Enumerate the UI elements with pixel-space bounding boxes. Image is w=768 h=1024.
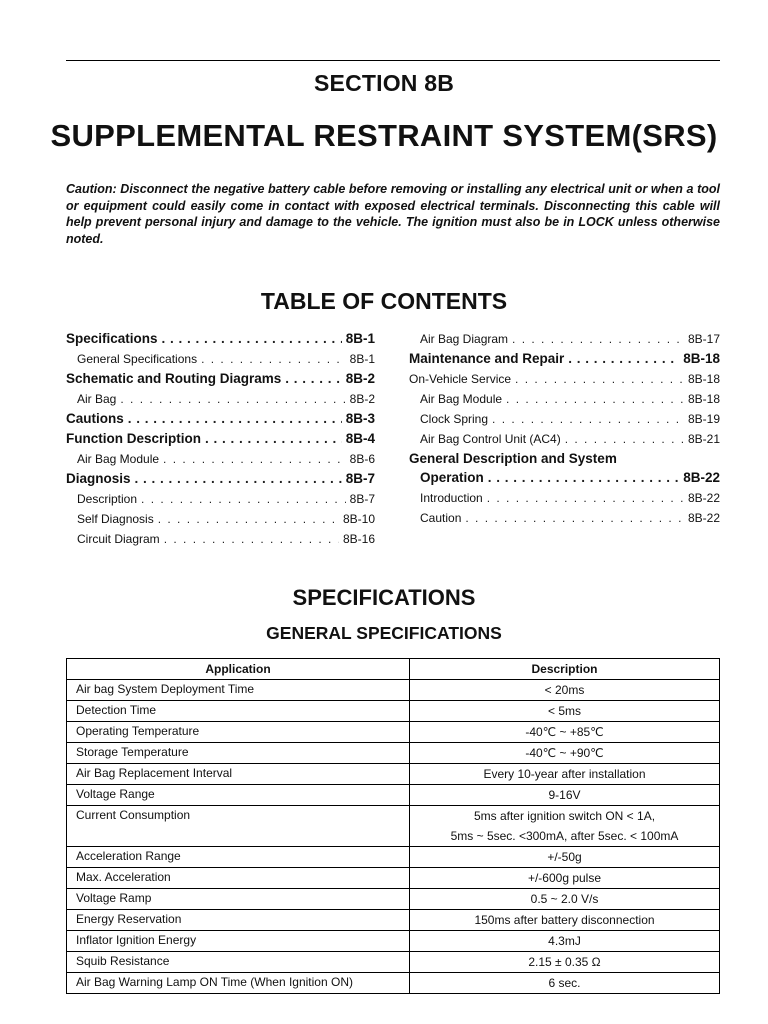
toc-entry[interactable]: Air Bag Module . . . 8B-6 xyxy=(66,449,375,469)
description-line: 5ms ~ 5sec. <300mA, after 5sec. < 100mA xyxy=(450,829,679,843)
description-line: +/-50g xyxy=(547,850,582,864)
section-label: SECTION 8B xyxy=(313,70,455,96)
application-cell: Energy Reservation xyxy=(67,910,410,931)
application-cell: Operating Temperature xyxy=(67,722,410,743)
table-row xyxy=(67,806,720,847)
toc-entry[interactable]: Circuit Diagram . . . 8B-16 xyxy=(66,529,375,549)
toc-entry[interactable]: On-Vehicle Service . . . 8B-18 xyxy=(409,369,720,389)
toc-entry[interactable]: Schematic and Routing Diagrams . . . 8B-2 xyxy=(66,369,375,389)
table-body xyxy=(67,680,720,994)
description-cell xyxy=(410,973,720,994)
toc-entry[interactable]: Air Bag . . . 8B-2 xyxy=(66,389,375,409)
application-cell: Storage Temperature xyxy=(67,743,410,764)
application-cell: Air Bag Replacement Interval xyxy=(67,764,410,785)
table-row xyxy=(67,680,720,701)
table-row xyxy=(67,973,720,994)
toc-entry-heading[interactable]: General Description and System xyxy=(409,451,617,466)
description-cell xyxy=(410,931,720,952)
description-cell xyxy=(410,701,720,722)
toc-entry[interactable]: Air Bag Module . . . 8B-18 xyxy=(409,389,720,409)
toc-entry[interactable]: Operation . . . 8B-22 xyxy=(409,468,720,488)
toc-entry[interactable]: Cautions . . . 8B-3 xyxy=(66,409,375,429)
description-cell xyxy=(410,764,720,785)
top-rule xyxy=(66,60,720,61)
toc-left-column xyxy=(66,329,375,549)
table-row xyxy=(67,785,720,806)
table-row xyxy=(67,722,720,743)
application-cell: Air bag System Deployment Time xyxy=(67,680,410,701)
description-line: Every 10-year after installation xyxy=(483,767,646,781)
toc-entry[interactable]: General Specifications . . . 8B-1 xyxy=(66,349,375,369)
table-header-row xyxy=(67,659,720,680)
table-row xyxy=(67,743,720,764)
description-cell xyxy=(410,785,720,806)
toc-entry[interactable]: Air Bag Control Unit (AC4) . . . 8B-21 xyxy=(409,429,720,449)
description-cell xyxy=(410,910,720,931)
application-cell: Current Consumption xyxy=(67,806,410,847)
specifications-heading: SPECIFICATIONS xyxy=(292,585,476,610)
description-line: 2.15 ± 0.35 Ω xyxy=(528,955,601,969)
table-row xyxy=(67,764,720,785)
description-cell xyxy=(410,743,720,764)
table-row xyxy=(67,868,720,889)
description-cell xyxy=(410,722,720,743)
description-line: 5ms after ignition switch ON < 1A, xyxy=(473,809,656,823)
toc-entry[interactable]: Clock Spring . . . 8B-19 xyxy=(409,409,720,429)
toc-entry[interactable]: Function Description . . . 8B-4 xyxy=(66,429,375,449)
toc-entry[interactable]: Specifications . . . 8B-1 xyxy=(66,329,375,349)
application-cell: Voltage Ramp xyxy=(67,889,410,910)
toc-entry[interactable]: Self Diagnosis . . . 8B-10 xyxy=(66,509,375,529)
description-line: -40℃ ~ +90℃ xyxy=(525,746,604,760)
description-cell xyxy=(410,680,720,701)
caution-note: Caution: Disconnect the negative battery cable before removing or installing any electrical unit or when a tool or equipment could easily come in contact with exposed electrical terminals. Disconnecting this cable will help prevent personal injury and damage to the vehicle. The ignition must also be in LOCK unless otherwise noted. xyxy=(66,182,720,246)
description-cell xyxy=(410,952,720,973)
application-cell: Max. Acceleration xyxy=(67,868,410,889)
application-cell: Squib Resistance xyxy=(67,952,410,973)
general-specifications-heading: GENERAL SPECIFICATIONS xyxy=(266,623,502,643)
toc-entry[interactable]: Diagnosis . . . 8B-7 xyxy=(66,469,375,489)
toc-entry[interactable]: Air Bag Diagram . . . 8B-17 xyxy=(409,329,720,349)
toc-entry[interactable]: Maintenance and Repair . . . 8B-18 xyxy=(409,349,720,369)
table-row xyxy=(67,910,720,931)
document-title: SUPPLEMENTAL RESTRAINT SYSTEM(SRS) xyxy=(50,118,718,153)
description-cell xyxy=(410,847,720,868)
table-row xyxy=(67,931,720,952)
application-cell: Acceleration Range xyxy=(67,847,410,868)
description-line: +/-600g pulse xyxy=(527,871,602,885)
table-row xyxy=(67,701,720,722)
column-header: Application xyxy=(67,659,410,680)
application-cell: Inflator Ignition Energy xyxy=(67,931,410,952)
toc-entry[interactable]: Caution . . . 8B-22 xyxy=(409,508,720,528)
toc-entry[interactable]: Introduction . . . 8B-22 xyxy=(409,488,720,508)
toc-right-column xyxy=(409,329,720,528)
application-cell: Air Bag Warning Lamp ON Time (When Ignition ON) xyxy=(67,973,410,994)
toc-heading: TABLE OF CONTENTS xyxy=(260,288,508,314)
application-cell: Detection Time xyxy=(67,701,410,722)
description-line: < 20ms xyxy=(544,683,585,697)
description-cell xyxy=(410,889,720,910)
description-line: 0.5 ~ 2.0 V/s xyxy=(530,892,599,906)
column-header: Description xyxy=(410,659,720,680)
table-row xyxy=(67,889,720,910)
description-line: 6 sec. xyxy=(548,976,581,990)
description-line: 9-16V xyxy=(548,788,581,802)
description-line: 4.3mJ xyxy=(548,934,581,948)
description-line: -40℃ ~ +85℃ xyxy=(525,725,604,739)
specifications-table xyxy=(66,658,720,994)
description-line: < 5ms xyxy=(547,704,581,718)
table-row xyxy=(67,847,720,868)
application-cell: Voltage Range xyxy=(67,785,410,806)
description-cell xyxy=(410,806,720,847)
toc-entry[interactable]: Description . . . 8B-7 xyxy=(66,489,375,509)
table-row xyxy=(67,952,720,973)
description-cell xyxy=(410,868,720,889)
description-line: 150ms after battery disconnection xyxy=(474,913,655,927)
